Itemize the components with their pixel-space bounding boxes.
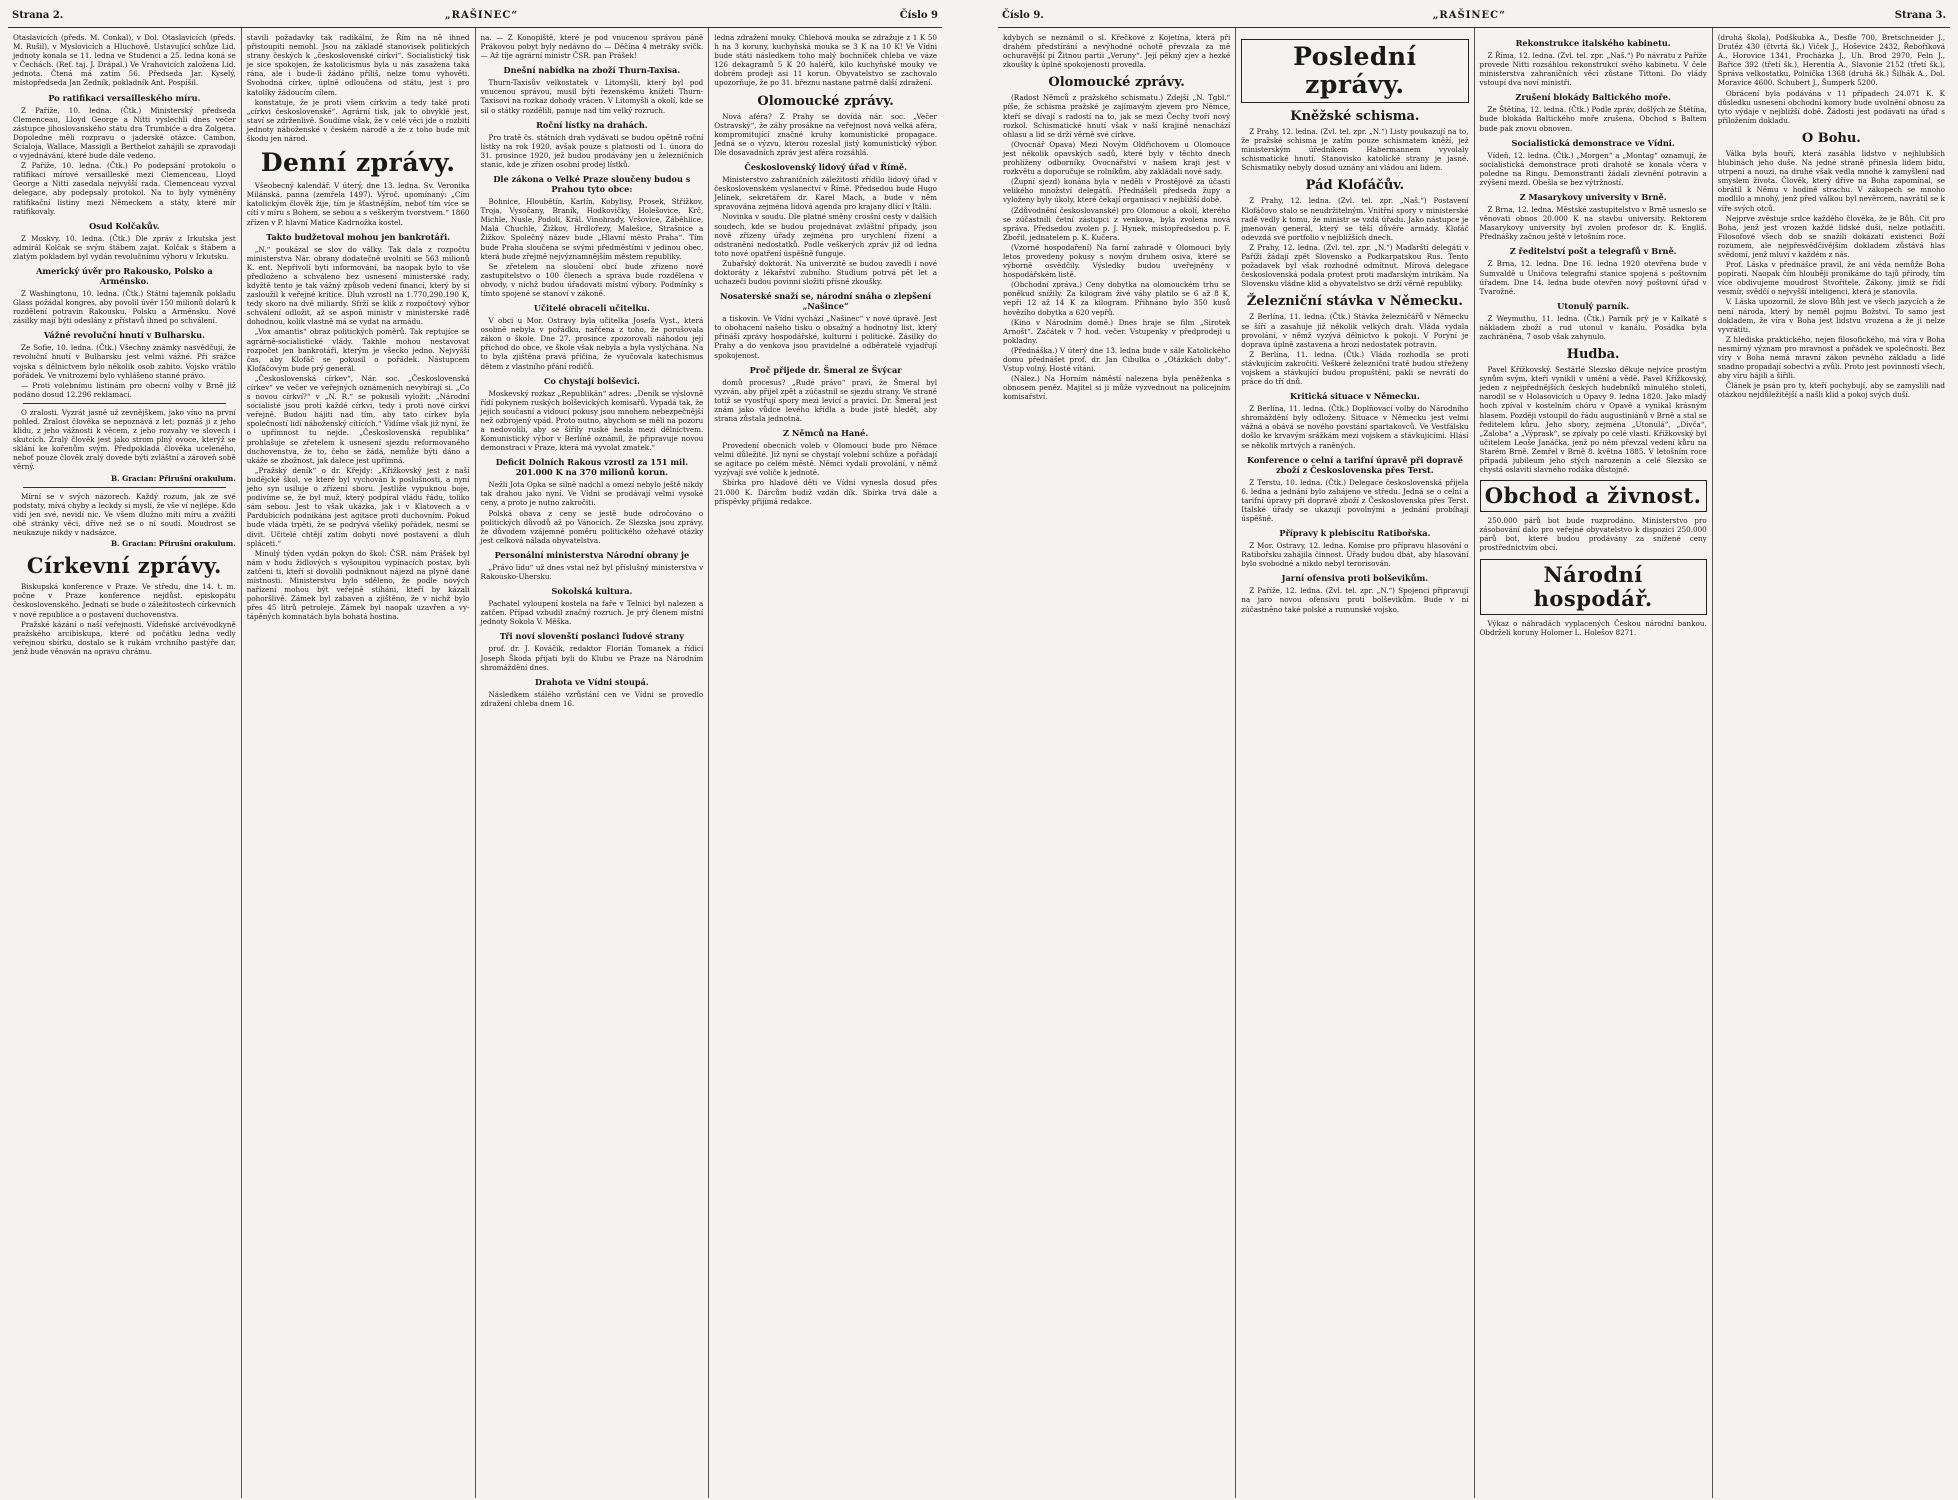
left-issue-number: Číslo 9 [899, 10, 938, 21]
headline: Vážné revoluční hnutí v Bulharsku. [43, 330, 205, 341]
article-text: (Radost Němců z pražského schismatu.) Zdejší „N. Tgbl.“ píše, že schisma pražské je zajímavým zjevem pro Němce, kteří se dívají s radostí na to, jak se mezi Čechy tvoří nový rozkol. Schismatické hnutí však v naší krajině nenachází ohlasu a lid se drží věrně své církve. [1003, 93, 1231, 139]
right-running-head [998, 10, 1950, 28]
section-headline: Olomoucké zprávy. [757, 93, 894, 109]
article-text: Z Washingtonu, 10. ledna. (Čtk.) Státní tajemník pokladu Glass požádal kongres, aby povolil úvěr 150 milionů dolarů k rozdělení potravin Rakousku, Polsku a Arménsku. Nové zásilky mají býti odeslány z přístavů ihned po schválení. [13, 288, 236, 326]
headline: Zrušení blokády Baltického moře. [1515, 92, 1671, 103]
article-text: Obrácení byla podávána v 11 případech 24.071 K. K důsledku usnesení obchodní komory bude uvolnění obnosu za tyto výdaje v nejbližší době. Žádosti jest podávati na úřad s přiložením dokladu. [1717, 88, 1945, 125]
headline: Přípravy k plebiscitu Ratibořska. [1279, 528, 1431, 539]
left-running-head [8, 10, 942, 28]
article-text: konstatuje, že je proti všem církvím a tedy také proti „církvi československé“. Agrární tisk, jak to obvyklé jest, staví se zdrženlivě. Soudíme však, že v celé věci jde o rozbití jednoty náboženské v českém národě a že z toho bude mít škodu jen národ. [246, 97, 470, 144]
section-headline: O Bohu. [1801, 130, 1861, 146]
article-text: Pro tratě čs. státních drah vydávati se budou opětně roční lístky na rok 1920, avšak pouze s platností od 1. února do 31. prosince 1920, jež budou prodávány jen u železničních stanic, kde je zřízen osobní prodej lístků. [480, 132, 704, 169]
signature: B. Gracian: Přirušní orakulum. [110, 539, 236, 549]
article-text: Následkem stálého vzrůstání cen ve Vídni se provedlo zdražení chleba dnem 16. [480, 689, 704, 708]
article-text: (Zdůvodnění českoslovanské) pro Olomouc a okolí, kterého se zúčastnili četní zástupci z venkova, byla zvolena nová správa. Předsedou zvolen p. J. Hynek, místopředsedou p. F. Zbořil, jednatelem p. K. Kučera. [1003, 205, 1231, 242]
article-text: (Nález.) Na Horním náměstí nalezena byla peněženka s obnosem peněz. Majitel si ji může vyzvednout na policejním komisařství. [1003, 374, 1231, 402]
divider [23, 487, 226, 488]
article-text: Nejprve zvěstuje srdce každého člověka, že je Bůh. Cit pro Boha, jenž jest vrozen každé lidské duši, nelze potlačiti. Filosofové všech dob se snažili dokázati existenci Boží rozumem, ale nejpřesvědčivějším dokladem zůstává hlas svědomí, jenž mluví v každém z nás. [1717, 213, 1945, 259]
article-text: Novinka v soudu. Dle platné směny crosšní cesty v dalších soudech, kde se budou projednávat zvláštní případy, jsou nově zřízeny úřady zejména pro urychlení řízení a odstranění nedostatků. Podle veškerých zpráv již od ledna toto nové opatření úspěšně funguje. [714, 212, 937, 258]
article-text: Výkaz o náhradách vyplacených Českou národní bankou. Obdrželi koruny Holomer L. Holešov 8271. [1479, 618, 1707, 637]
article-text: Článek je psán pro ty, kteří pochybují, aby se zamyslili nad otázkou nejdůležitější a našli klid a pokoj svých duší. [1717, 381, 1945, 400]
article-text: ledna zdražení mouky. Chlebová mouka se zdražuje z 1 K 50 h na 3 koruny, kuchyňská mouka se 3 K na 10 K! Ve Vídni bude státi následkem toho malý bochníček chleba ve váze 126 dekagramů 5 K 20 haléřů, kilo kuchyňské mouky ve dobrém prodeji asi 11 korun. Obyvatelstvo se zachovalo upozorňuje, že po 31. březnu nastane patrně další zdražení. [714, 33, 937, 88]
article-text: Nová aféra? Z Prahy se dovídá nár. soc. „Večer Ostravský“, že záhy prosákne na veřejnost nová velká aféra, kompromitující značné kruhy komunistické propagace. Jedná se o výzvu, kterou rozeslal jistý komunistický výbor. Dle dosavadních zpráv jest aféra rozsáhlá. [714, 111, 937, 157]
section-headline: Olomoucké zprávy. [1048, 75, 1185, 91]
left-page [0, 0, 950, 1500]
headline: Rekonstrukce italského kabinetu. [1515, 38, 1671, 48]
headline: Železniční stávka v Německu. [1246, 294, 1463, 310]
article-text: Z Paříže, 10. ledna. (Čtk.) Po podepsání protokolu o ratifikaci mírové versailleské mezi Clemenceau, Lloyd George a Nitti zasedala nejvyšší rada. Clemenceau vyzval delegace, aby podepsaly protokol. Na to byly vyměněny ratifikační listiny mezi Německem a státy, které mír ratifikovaly. [13, 161, 236, 216]
right-col-1 [998, 28, 1236, 1498]
headline: Co chystají bolševici. [543, 375, 640, 386]
right-col-2 [1236, 28, 1474, 1498]
article-text: Z Brna, 12. ledna. Městské zastupitelstvo v Brně usneslo se věnovati obnos 20.000 K na stavbu university. Rektorem Masarykovy university byl zvolen profesor dr. K. Engliš. Přednášky začnou ještě v letošním roce. [1479, 205, 1707, 242]
left-col-4 [709, 28, 942, 1498]
headline: Takto budžetoval mohou jen bankrotáři. [266, 231, 451, 242]
article-text: Zubařský doktorát. Na univerzitě se budou zavedli i nové doktoráty z lékařství zubního. Studium potrvá pět let a uchazeči budou povinni složiti přísné zkoušky. [714, 258, 937, 287]
article-text: Z Prahy, 12. ledna. (Zvl. tel. zpr. „N.“) Maďarští delegáti v Paříži žádají zpět Slovensko a Podkarpatskou Rus. Tento požadavek byl však rozhodně odmítnut. Mírová delegace československá podala protest proti maďarským intrikám. Na Slovensku vládne klid a obyvatelstvo se drží věrně republiky. [1241, 242, 1469, 289]
article-text: Z Terstu, 10. ledna. (Čtk.) Delegace československá přijela 6. ledna a jednání bylo zahájeno ve středu. Jedná se o celní a tarifní úpravy při dopravě zboží z Československa přes Terst. Italské úřady se ukazují povolnými a jednání probíhají úspěšně. [1241, 477, 1469, 523]
headline: Drahota ve Vídni stoupá. [535, 676, 649, 687]
article-text: Bohnice, Hloubětín, Karlín, Kobylisy, Prosek, Střížkov, Troja, Vysočany, Braník, Hodkovičky, Holešovice, Krč, Michle, Nusle, Podolí, Král. Vinohrady, Vršovice, Záběhlice, Malá Chuchle, Žižkov, Hrdlořezy, Malešice, Strašnice a Žižkov. Společný název bude „Hlavní město Praha“. Tím bude Praha sloučena se svými předměstími v jedinou obec, která bude zřejmě nejvýznamnějším městem republiky. [480, 197, 704, 261]
headline: Z ředitelství pošt a telegrafů v Brně. [1509, 246, 1677, 257]
left-page-label: Strana 2. [12, 10, 64, 21]
article-text: Nežli Jota Opka se silně nadchl a omezí nebylo ještě nikdy tak drahou jako nyní. Ve Vídni se prodávají velmi vysoké ceny, a proto je nutno zakročiti. [480, 480, 704, 508]
article-text: domů procesus? „Rudé právo“ praví, že Šmeral byl vyzván, aby přijel zpět a zúčastnil se sjezdu strany. Ve straně totiž se vyostřují spory mezi levicí a pravicí. Dr. Šmeral jest znám jako vůdce levého křídla a bude jistě hledět, aby strana zůstala jednotná. [714, 377, 937, 423]
left-col-3 [476, 28, 710, 1498]
right-col-4 [1713, 28, 1950, 1498]
headline: Učitelé obraceli učitelku. [533, 303, 650, 314]
article-text: Mírní se v svých názorech. Každý rozum, jak ze své podstaty, mívá chyby a leckdy si myslí, že vše ví nejlépe. Kdo vidí jen své, nevidí nic. Ve všem dlužno míti míru a zvážiti obě stránky věci, dříve než se o ní soudí. Moudrost se neukazuje nikdy v nadsázce. [13, 491, 236, 538]
article-text: Biskupská konference v Praze. Ve středu, dne 14. t. m. počne v Praze konference nejdůst. episkopátu československého. Jednati se bude o záležitostech církevních v nové republice a o postavení duchovenstva. [13, 582, 236, 619]
headline: Kněžské schisma. [1290, 109, 1420, 124]
divider [23, 403, 226, 404]
article-text: Z Weymuthu, 11. ledna. (Čtk.) Parník prý je v Kalkatě s nákladem zboží a rud utonul v kanálu. Posádka byla zachráněna, 7 osob však zahynulo. [1479, 313, 1707, 341]
article-text: (Kino v Národním domě.) Dnes hraje se film „Sirotek Arnošt“. Začátek v 7 hod. večer. Vstupenky v předprodeji u pokladny. [1003, 317, 1231, 345]
section-headline: Hudba. [1566, 347, 1620, 363]
article-text: Z Brna, 12. ledna. Dne 16. ledna 1920 otevřena bude v Sumvaldě u Uničova telegrafní stanice spojená s poštovním úřadem. Dne 14. ledna bude otevřen nový poštovní úřad v Tvarožné. [1479, 259, 1707, 296]
article-text: Z Berlína, 11. ledna. (Čtk.) Doplňovací volby do Národního shromáždění byly odloženy. Situace v Německu jest velmi vážná a obává se nového povstání spartakovců. Ve Vestfálsku došlo ke krvavým srážkám mezi vojskem a stávkujícími. Hlásí se několik mrtvých a raněných. [1241, 404, 1469, 450]
left-masthead: „RAŠINEC“ [444, 10, 519, 21]
article-text: Ze Štětína, 12. ledna. (Čtk.) Podle zpráv, došlých ze Štětína, bude blokáda Baltického moře zrušena. Obchod s Baltem bude pak znovu obnoven. [1479, 105, 1707, 133]
section-headline: Církevní zprávy. [26, 553, 222, 579]
right-issue-number: Číslo 9. [1002, 10, 1044, 21]
article-text: — Proti volebnímu listinám pro obecní volby v Brně již podáno dosud 12.296 reklamací. [13, 380, 236, 399]
section-headline: Denní zprávy. [260, 148, 456, 178]
article-text: Pavel Křížkovský. Sestárlé Slezsko děkuje nejvíce prostým synům svým, kteří vynikli v umění a vědě. Pavel Křížkovský, jeden z nejpřednějších českých hudebníků minulého století, narodil se v Holasovicích u Opavy 9. ledna 1820. Jako mladý hoch zpíval v kostelním chóru v Opavě a vynikal krásným hlasem. Později vstoupil do řádu augustiniánů v Brně a stal se ředitelem kůru. Jeho sbory, zejména „Utonulá“, „Dívča“, „Zaloba“ a „Výprask“, se zpívaly po celé vlasti. Křížkovský byl učitelem Leoše Janáčka, jenž po něm převzal vedení kůru na Starém Brně. Zemřel v Brně 8. května 1885. V letošním roce připadá jubileum jeho stých narozenin a celé Slezsko se chystá oslaviti slavného rodáka důstojně. [1479, 365, 1707, 475]
signature: B. Gracian: Přirušní orakulum. [110, 473, 236, 483]
headline: Nosaterské snaží se, národní snáha o zlepšení „Našince“ [720, 291, 932, 312]
article-text: (Přednáška.) V úterý dne 13. ledna bude v sále Katolického domu přednášet prof. dr. Jan Cibulka o „Otázkách doby“. Vstup volný. Hosté vítáni. [1003, 345, 1231, 374]
article-text: Válka byla bouří, která zasáhla lidstvo v nejhlubších hlubinách jeho duše. Na jedné straně přinesla lidem bídu, utrpení a nouzi, na druhé však vedla mnohé k zamyšlení nad smyslem života. Člověk, který dříve na Boha zapomínal, se obrátil k Němu v hodině strachu. V zákopech se mnoho modlilo a mnohý, jenž před válkou byl nevěrcem, navrátil se k víře svých otců. [1717, 148, 1945, 213]
headline: Americký úvěr pro Rakousko, Polsko a Arménsko. [36, 265, 213, 286]
article-text: Ministerstvo zahraničních záležitostí zřídilo lidový úřad v československém vyslanectví v Římě. Předsedou bude Hugo Jelínek, sekretářem dr. Karel Mach, a bude v něm spravována zejména lidová agenda pro krajany dlící v Itálii. [714, 175, 937, 212]
headline: Československý lidový úřad v Římě. [744, 162, 907, 173]
left-columns [8, 28, 942, 1498]
article-text: Vídeň, 12. ledna. (Čtk.) „Morgen“ a „Montag“ oznamují, že socialistická demonstrace proti drahotě se konala včera v poledne na Ringu. Demonstranti žádali zlevnění potravin a zvýšení mezd. Obešla se bez výtržností. [1479, 150, 1707, 187]
section-headline: Obchod a živnost. [1480, 480, 1707, 512]
article-text: Z Mor. Ostravy, 12. ledna. Komise pro přípravu hlasování o Ratibořsku zahájila činnost. Úřady budou dbát, aby hlasování bylo svobodné a nikdo nebyl terorisován. [1241, 541, 1469, 569]
article-text: Polská obava z ceny se jestě bude odročováno o politických důvodů až po Vánocích. Ze Slezska jsou zprávy, že důvodem vzájemné poměru politického ožehavé otázky jest celková nálada obyvatelstva. [480, 508, 704, 545]
headline: Po ratifikaci versailleského míru. [48, 92, 201, 103]
page-gutter [950, 0, 990, 1500]
right-page [990, 0, 1958, 1500]
article-text: Thurn-Taxisův velkostatek v Litomyšli, který byl pod vnucenou správou, musil býti řezenskému knížeti Thurn-Taxisovi na rozkaz dohody vrácen. V Litomyšli a okolí, kde se sil o státky rozdělili, panuje nad tím velký rozruch. [480, 78, 704, 115]
right-page-label: Strana 3. [1894, 10, 1946, 21]
article-text: „Vox amantis“ obraz politických poměrů. Tak reptujíce se agrárně-socialistické vlády. Takhle mohou nestavovat rozpočet jen bankrotáři, kterým je všecko jedno. Nejvyšší čas, aby Klofáč se pokusil o pořádek. Nástupcem Klofáčovým bude prý generál. [246, 327, 470, 373]
article-text: „Pražský deník“ o dr. Křejdy: „Křižkovský jest z naší budějcké škol, ve které byl vychován k poslušnosti, a nyní jeho syn usiluje o zřízení sboru. Jestliže vypuknou boje, podivíme se, že byl muž, který podpíral vládu řádu, toliko sám sebou. Jest to však ukázka, jak i v Klatovech a v Pardubicích podnikána jest agitace proti duchovním. Pokud bude vláda trpěti, že se podrývá všeliký pořádek, nesmí se divit. Učitelé chtějí zatím dobyti nové postavení a dluh spláceti.“ [246, 465, 470, 548]
article-text: Z Prahy, 12. ledna. (Zvl. tel. zpr. „Naš.“) Postavení Klofáčovo stalo se neudržitelným. Vnitřní spory v ministerské radě vedly k tomu, že ministr se vzdá úřadu. Jako nástupce je jmenován generál, který se těší důvěře armády. Klofáč odevzdá své portfolio v nejbližších dnech. [1241, 196, 1469, 242]
article-text: V. Láska upozornil, že slovo Bůh jest ve všech jazycích a že není národa, který by neměl pojmu Božství. To samo jest dokladem, že víra v Boha jest lidstvu vrozena a že ji nelze vyvrátiti. [1717, 297, 1945, 334]
headline: Osud Kolčakův. [89, 220, 160, 231]
headline: Dnešní nabídka na zboží Thurn-Taxisa. [503, 65, 681, 76]
article-text: 250.000 párů bot bude rozprodáno. Ministerstvo pro zásobování dalo pro veřejné obyvatelstvo k dispozici 250.000 párů bot, které budou prodávány za snížené ceny prostřednictvím obcí. [1479, 516, 1707, 553]
article-text: „N.“ poukázal se slov do války. Tak dala z rozpočtu ministerstva Nár. obrany dodatečně uvolniti se 563 milionů K. ent. Nepřivolí byti informování, ba naopak bylo to vše předloženo a schváleno bez usnesení ministerské rady, kdyžtě tento je tak vážný způsob vedení financí, který by si zasloužil k veřejné kritice. Dluh vzrostl na 1.770,290.190 K, tedy skoro na dvě miliardy. Sfrží se klik z rozpočtový výbor schválení odložit, až se aspoň ministr v ministerské radě dohodnou, kolik vlastně má se vydat na armádu. [246, 244, 470, 327]
right-masthead: „RAŠINEC“ [1432, 10, 1506, 21]
article-text: Z Paříže, 12. ledna. (Zvl. tel. zpr. „N.“) Spojenci připravují na jaro novou ofensivu proti bolševikům. Bude v ní zúčastněno také polské a rumunské vojsko. [1241, 586, 1469, 614]
article-text: a tiskovin. Ve Vídni vychází „Našinec“ v nové úpravě. Jest to obohacení našeho tisku o obsažný a hodnotný list, který přináší zprávy hospodářské, kulturní i politické. Zásilky do Prahy a do venkova jsou pravidelné a odběratelé vyjadřují spokojenost. [714, 314, 937, 360]
right-col-3 [1475, 28, 1713, 1498]
article-text: Prof. Láska v přednášce pravil, že ani věda nemůže Boha popírati. Naopak čím hlouběji pronikáme do tajů přírody, tím více obdivujeme moudrost Stvořitele. Zákony, jimiž se řídí vesmír, svědčí o nejvyšší inteligenci, která je stanovila. [1717, 260, 1945, 297]
left-col-2 [242, 28, 476, 1498]
headline: Konference o celní a tarifní úpravě při dopravě zboží z Československa přes Terst. [1246, 454, 1463, 475]
headline: Dle zákona o Velké Praze sloučeny budou s Prahou tyto obce: [493, 174, 691, 195]
headline: Kritická situace v Německu. [1290, 391, 1420, 402]
headline: Tři noví slovenští poslanci ľudové strany [499, 631, 684, 642]
article-text: Všeobecný kalendář. V úterý, dne 13. ledna. Sv. Veronika Milánská, panna (zemřela 1497). Výroč. upomínaný: „Cím katolickým člověk žije, tím je šťastnějším, neboť tím více se cítí v míru s Bohem, se sebou a s veškerým tvorstvem.“ 1860 zřízen v P. hlavní Matice Kadrnožka kostel. [246, 181, 470, 227]
headline: Roční lístky na drahách. [536, 119, 648, 130]
article-text: (Vzorné hospodaření) Na farní zahradě v Olomouci byly letos provedeny pokusy s novým druhem osiva, které se výborně osvědčily. Výsledky budou uveřejněny v hospodářském listě. [1003, 242, 1231, 280]
article-text: Z hlediska praktického, nejen filosofického, má víra v Boha nesmírný význam pro mravnost a pořádek ve společnosti. Bez víry v Boha nemá mravní zákon pevného základu a lidé snadno propadají sobectví a zvůli. Proto jest povinností všech, aby víru hájili a šířili. [1717, 334, 1945, 381]
headline: Proč přijede dr. Šmeral ze Švýcar [749, 364, 902, 375]
headline: Sokolská kultura. [551, 586, 633, 597]
headline: Utonulý parník. [1557, 300, 1630, 311]
article-text: Pachatel vyloupení kostela na faře v Telnici byl nalezen a zatčen. Případ vzbudil značný rozruch. Je prý členem místní jednoty Sokola V. Měška. [480, 599, 704, 627]
article-text: (druhá škola), Podškubka A., Desfle 700, Bretschneider J., Drutěz 430 (čtvrtá šk.) Viček J., Hoševice 2432, Řeboříková A., Horovice 1341, Procházka J., Uh. Brod 2970, Feln J., Bařice 392 (třetí šk.), Herentia A., Slavonie 2152 (třetí šk.), Správa velkostatku, Polnička 1368 (druhá šk.) Šilhák A., Dol. Moravice 4600. Schubert J., Šumperk 5200. [1717, 33, 1945, 88]
section-headline: Poslední zprávy. [1241, 39, 1468, 103]
section-headline: Národní hospodář. [1480, 559, 1707, 615]
article-text: Provedení obecních voleb v Olomouci bude pro Němce velmi důležité. Již nyní se chystají volební schůze a pořádají se agitace po celém městě. Němci vydali provolání, v němž vyzývají své voliče k jednotě. [714, 441, 937, 478]
article-text: Pražské kázání o naší veřejnosti. Vídeňské arcivévodkyně pražského arcibiskupa, které od počátku ledna vedly veřejnou sbírku, dostalo se k rukám vrchního pastýře dar, jenž bude věnován na opravu chrámu. [13, 619, 236, 656]
article-text: (Župní sjezd) konána byla v neděli v Prostějově za účasti velikého množství delegátů. Přednášeli předseda župy a vyloženy byly úkoly, které čekají organisaci v nejbližší době. [1003, 177, 1231, 205]
headline: Socialistická demonstrace ve Vídni. [1511, 137, 1675, 148]
article-text: Moskevský rozkaz „Republikán“ adres: „Deník se výslovně řídí pokynem ruských bolševických komisařů. Vypadá tak, že jejich současní a vidoucí pokusy jsou mnohem nebezpečnější než ozbrojený vpád. Proto nutno, abychom se měli na pozoru a nedovolili, aby se šířily ruské hesla mezi dělnictvem. Komunistický výbor v Berlíně oznámil, že připravuje novou demonstraci v Praze, která má vyvolat zmatek.“ [480, 388, 704, 453]
article-text: Sbírka pro hladové děti ve Vídni vynesla dosud přes 21.000 K. Dárcům budiž vzdán dík. Sbírka trvá dále a příspěvky přijímá redakce. [714, 478, 937, 506]
article-text: Z Moskvy, 10. ledna. (Čtk.) Dle zpráv z Irkutska jest admirál Kolčak se svým štábem zajat. Kolčak s štábem a zlatým pokladem byl vydán revolučnímu výboru v Irkutsku. [13, 233, 236, 261]
headline: Pád Klofáčův. [1305, 178, 1405, 194]
article-text: Z Říma, 12. ledna. (Zvl. tel. zpr. „Naš.“) Po návratu z Paříže provede Nitti rozsáhlou rekonstrukci svého kabinetu. V čele ministerstva zahraničních věcí zůstane Tittoni. Do vlády vstoupí dva noví ministři. [1479, 51, 1707, 88]
headline: Jarní ofensiva proti bolševikům. [1281, 573, 1429, 584]
article-text: Z Paříže, 10. ledna. (Čtk.) Ministerský předseda Clemenceau, Lloyd George a Nitti vyslechli dnes večer zástupce jihoslovanského státu dra Trumbiće a dra Zolgera. Dopoledne měli rozpravu o jaderské otázce. Cambon, Scialoja, Wallace, Massigli a Berthelot zahájili se zpravodaji o vyjednávání, které bude dále vedeno. [13, 105, 236, 161]
article-text: Otaslavicích (předs. M. Conkal), v Dol. Otaslavicích (předs. M. Rušil), v Myslovicích a Hluchově. Ustavující schůze Lid. jednoty konala se 11. ledna ve Studenci a 25. ledna koná se v Čechách. (Ref. taj. J. Drápal.) Ve Vrahovicích založena Lid. jednota. Čtená má zatím 56. Předseda Jar. Kyselý, místopředseda Jan Zedník, pokladník Ant. Pospíšil. [13, 33, 236, 88]
article-text: Ze Sofie, 10. ledna. (Čtk.) Všechny známky nasvědčují, že revoluční hnutí v Bulharsku jest velmi vážné. Při srážce vojska s dělnictvem bylo několik osob zabito. Vojsko vrátilo pořádek. Ve vnitrozemí bylo vyhlášeno stanné právo. [13, 343, 236, 380]
article-text: Se zřetelem na sloučení obcí bude zřízeno nové zastupitelstvo o 100 členech a správa bude rozdělena v obvody, v nichž budou úřadovati místní výbory. Podmínky s tímto spojené se stanoví v zákoně. [480, 261, 704, 298]
article-text: prof. dr. J. Kováčik, redaktor Florián Tomanek a řídicí Joseph Škoda přijati byli do Klubu ve Praze na Národním shromáždění dnes. [480, 644, 704, 672]
article-text: „Právo lidu“ už dnes vstal než byl příslušný ministerstva v Rakousko-Uhersku. [480, 562, 704, 582]
headline: Personální ministerstva Národní obrany je [494, 549, 690, 560]
article-text: (Ovocnář Opava) Mezi Novým Oldřichovem u Olomouce jest několik opavských sadů, které byly v těchto dnech prohlíženy odborníky. Ovocnářství v našem kraji jest v rozkvětu a doporučuje se rolníkům, aby zakládali nové sady. [1003, 139, 1231, 177]
right-columns [998, 28, 1950, 1498]
article-text: (Obchodní zpráva.) Ceny dobytka na olomouckém trhu se poněkud snížily. Za kilogram živé váhy platilo se 6 až 8 K, vepři 12 až 14 K za kilogram. Přihnáno bylo 350 kusů hovězího dobytka a 620 vepřů. [1003, 280, 1231, 317]
article-text: Z Prahy, 12. ledna. (Zvl. tel. zpr. „N.“) Listy poukazují na to, že pražské schisma je zatím pouze schismatem kněží, jež ministerským úředníkem Habermannem vyvolaly schismatické hnutí. Stanovisko katolické strany je jasné. Schismatiky nebyly dosud uznány ani vládou ani lidem. [1241, 127, 1469, 173]
article-text: Z Berlína, 11. ledna. (Čtk.) Vláda rozhodla se proti stávkujícím zakročiti. Veškeré železniční tratě budou střeženy vojskem a stávkující budou propuštěni, pakli se nevrátí do práce do tří dnů. [1241, 349, 1469, 387]
article-text: kdybych se neznámil o sl. Křečkové z Kojetína, která při drahém předstírání a nevýhodné ochotě převzala za mě ochuravější pí Žitnou partii „Veruny“. Její pěkný zjev a hezké zkoušky k úplné spokojenosti provedla. [1003, 33, 1231, 70]
article-text: Minulý týden vydán pokyn do škol: ČSR. nám Prášek byl nám v hodu židlových s vyšoupitou vypínacích postav, byli zatčeni ti, kteří si dovolili podniknout nájezd na plyné dané místnosti. Ministerstvu bylo sděleno, že podle nových nařízení mohou být veřejně stíháni, kteří by kázali pohoršlivě. Zámek byl zabaven a zjištěno, že v nichž bylo přes 45 litrů petroleje. Zámek byl naopak uzavřen a vytápěných komnatách byla bohatá hostina. [246, 548, 470, 622]
article-text: Z Berlína, 11. ledna. (Čtk.) Stávka železničářů v Německu se šíří a zasahuje již několik velkých drah. Vláda vydala provolání, v němž vyzývá dělnictvo k pokoji. V Porýní je doprava úplně zastavena a hrozí nedostatek potravin. [1241, 312, 1469, 349]
article-text: O zralosti. Vyzrát jasně už zevnějškem, jako víno na první pohled. Zralost člověka se nepoznává z let; poznáš ji z jeho klidu, z jeho vážnosti k věcem, z jeho rozvahy ve slovech i skutcích. Zralý člověk jest jako strom plný ovoce, kterýž se sklání ke kořenům svým. Předpokladá člověka uceleného, neboť pouze člověk zralý dovede býti zvláštní a zároveň sobě věrný. [13, 407, 236, 472]
article-text: na. — Z Konopiště, které je pod vnucenou správou páně Prákovou pobyt byly nedávno do — Děčína 4 metráky svíčk. — Až tíje agrární ministr ČSR. pan Prášek! [480, 33, 704, 61]
article-text: V obci u Mor. Ostravy byla učitelka Josefa Vyst., která osobně nebyla v pořádku, nařčena z toho, že porušovala zákon o škole. Dne 27. prosince zpozorovali náhodou její příchod do obce, ve škole však nebyla a byla vyslýchána. Na to byla zjištěna pravá příčina, že vyučovala katechismus dětem z vlastního přání rodičů. [480, 316, 704, 371]
article-text: „Československá církev“, Nár. soc. „Československá církev“ ve večer ve veřejných oznámeních nevybírají si. „Co s novou církví?“ v „N. R.“ se pokusili vyložit: „Národní socialisté jsou proti každé církvi, tedy i proti nové církvi veřejně. Budou hájiti nad tím, aby tato církev byla společností lidí náboženský cítících.“ Vidíme však již nyní, že o upřímnost tu nejde. „Československá republika“ prohlašuje se zřetelem k usnesení sjezdu reformovaného duchovenstva, že to, čeho se žádá, nemůže býti dáno a ukáže se zbožnost, jak dalece jest upřímná. [246, 373, 470, 465]
left-col-1 [8, 28, 242, 1498]
headline: Z Masarykovy university v Brně. [1519, 192, 1667, 203]
article-text: stavili požadavky tak radikální, že Řím na ně ihned přistoupiti nemohl. Jsou na základě stanovisek politických strany českých k „československé církvi“. Socialistický tisk je sice spokojen, že katolicismus byla u nás zasažena taká rána, ale i bude-li žádáno příliš, nelze tomu vyhověti. Svobodná církev, úplně odloučena od státu, jest i pro katolíky žádoucím cílem. [246, 33, 470, 97]
headline: Z Němců na Hané. [783, 428, 869, 439]
headline: Deficit Dolních Rakous vzrostl za 151 mil. 201.000 K na 370 milionů korun. [495, 457, 689, 478]
